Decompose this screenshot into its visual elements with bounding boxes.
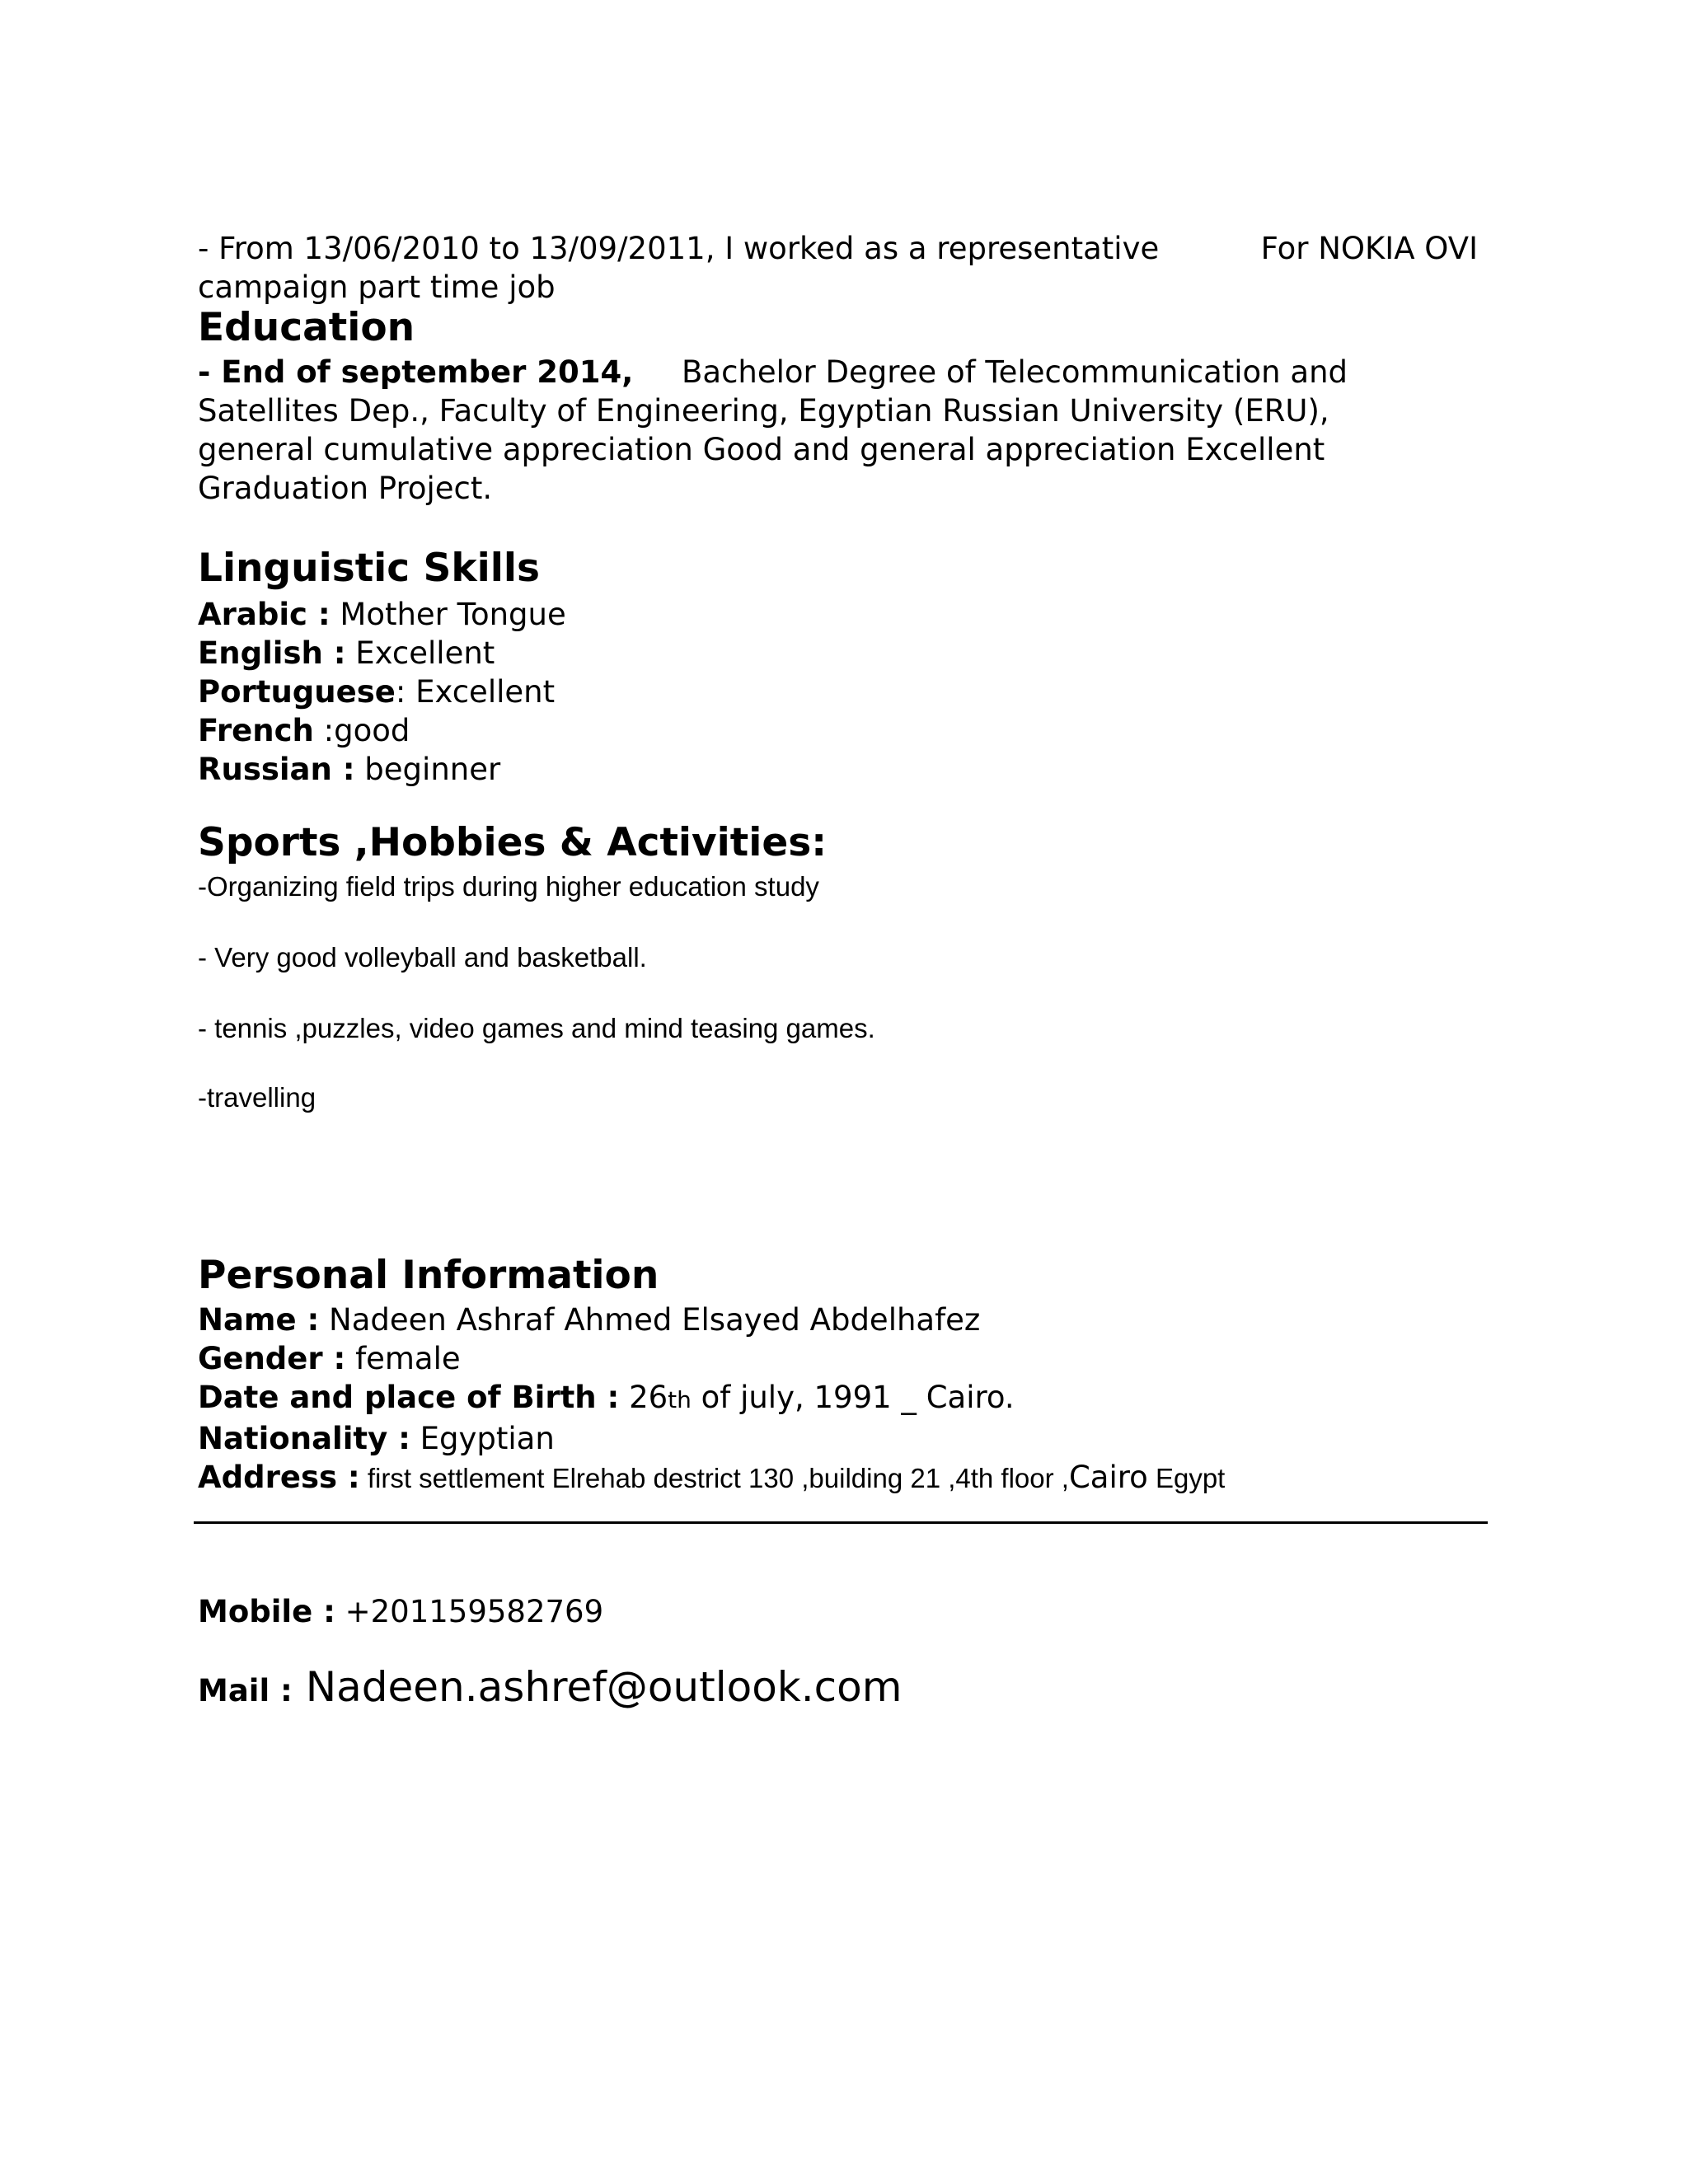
activities-heading: Sports ,Hobbies & Activities: (198, 820, 827, 865)
activity-item: -travelling (198, 1082, 316, 1113)
personal-info (198, 1301, 1225, 1497)
address-city: Cairo (1068, 1460, 1148, 1495)
language-level: beginner (354, 752, 501, 787)
language-french (198, 711, 566, 750)
activity-item: -Organizing field trips during higher education study (198, 871, 819, 902)
languages-list (198, 595, 566, 789)
education-section (198, 353, 1348, 508)
education-line-3: general cumulative appreciation Good and general appreciation Excellent (198, 432, 1325, 467)
personal-address (198, 1458, 1225, 1497)
personal-name (198, 1301, 1225, 1339)
personal-gender (198, 1339, 1225, 1378)
birth-day: 26 (619, 1380, 668, 1415)
experience-section (198, 229, 1478, 307)
language-level: Excellent (345, 635, 495, 671)
language-portuguese (198, 673, 566, 711)
address-country: Egypt (1147, 1463, 1226, 1493)
mail-value[interactable]: Nadeen.ashref@outlook.com (292, 1663, 903, 1711)
mobile-value: +201159582769 (335, 1594, 604, 1629)
language-level: good (334, 713, 410, 748)
personal-nationality (198, 1419, 1225, 1458)
education-line-1 (198, 353, 1348, 391)
experience-line-1-start: - From 13/06/2010 to 13/09/2011, I worked as a representative (198, 231, 1160, 266)
birth-label: Date and place of Birth : (198, 1380, 620, 1415)
experience-line-1 (198, 229, 1478, 268)
gender-value: female (345, 1341, 461, 1376)
languages-heading: Linguistic Skills (198, 546, 540, 591)
birth-suffix: th (668, 1386, 692, 1413)
education-line-2: Satellites Dep., Faculty of Engineering, Egyptian Russian University (ERU), (198, 393, 1329, 429)
education-heading: Education (198, 305, 415, 350)
education-date: - End of september 2014, (198, 354, 634, 390)
language-level: Excellent (406, 674, 556, 710)
personal-birth (198, 1378, 1225, 1419)
language-name: Russian : (198, 752, 355, 787)
language-name: French (198, 713, 314, 748)
activity-item: - tennis ,puzzles, video games and mind teasing games. (198, 1013, 875, 1043)
address-label: Address : (198, 1460, 360, 1495)
contact-mobile (198, 1592, 603, 1631)
language-sep: : (395, 674, 406, 710)
activity-item: - Very good volleyball and basketball. (198, 942, 647, 972)
address-value: first settlement Elrehab destrict 130 ,building 21 ,4th floor , (359, 1463, 1069, 1493)
language-name: Portuguese (198, 674, 396, 710)
gender-label: Gender : (198, 1341, 346, 1376)
name-value: Nadeen Ashraf Ahmed Elsayed Abdelhafez (319, 1302, 981, 1338)
language-name: Arabic : (198, 597, 331, 632)
language-name: English : (198, 635, 346, 671)
mail-label: Mail : (198, 1673, 293, 1708)
nationality-value: Egyptian (410, 1421, 555, 1456)
contact-mail (198, 1663, 902, 1711)
nationality-label: Nationality : (198, 1421, 410, 1456)
education-line-1-rest: Bachelor Degree of Telecommunication and (682, 354, 1348, 390)
experience-line-1-end: For NOKIA OVI (1260, 231, 1478, 266)
birth-rest: of july, 1991 _ Cairo. (691, 1380, 1015, 1415)
personal-heading: Personal Information (198, 1253, 659, 1298)
experience-line-2: campaign part time job (198, 269, 556, 305)
horizontal-divider (194, 1521, 1488, 1524)
language-english (198, 634, 566, 673)
language-level: Mother Tongue (330, 597, 566, 632)
name-label: Name : (198, 1302, 320, 1338)
language-arabic (198, 595, 566, 634)
mobile-label: Mobile : (198, 1594, 335, 1629)
education-line-4: Graduation Project. (198, 471, 493, 506)
language-russian (198, 750, 566, 789)
language-sep: : (313, 713, 335, 748)
